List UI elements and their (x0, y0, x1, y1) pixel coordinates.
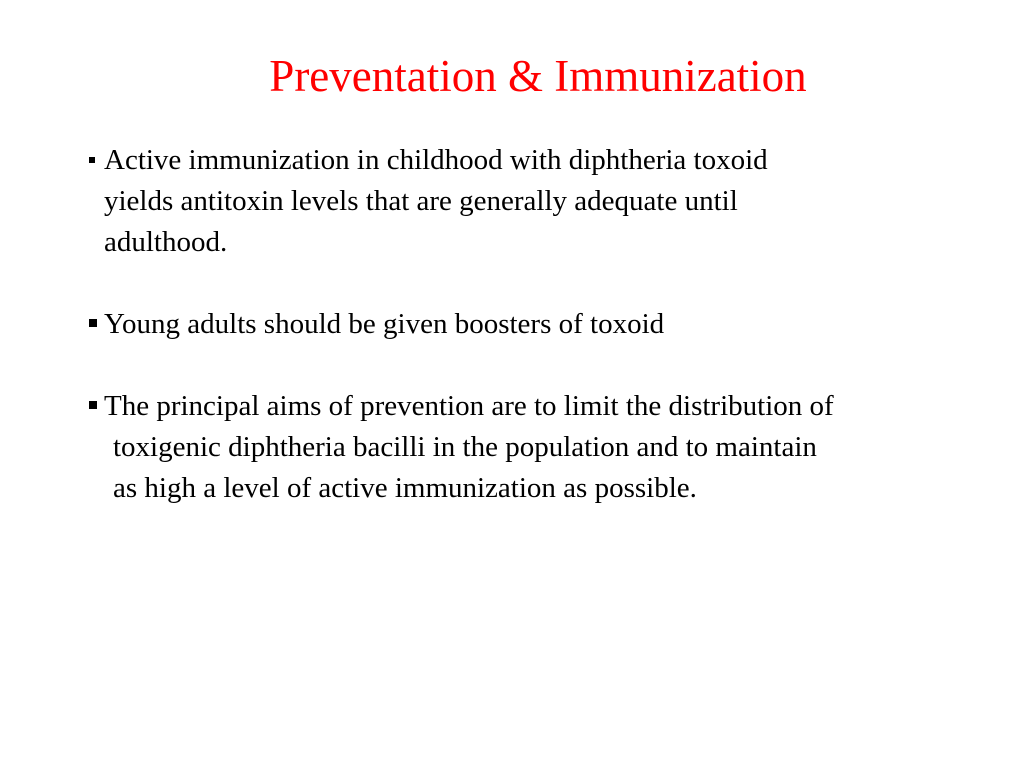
bullet-text-line: The principal aims of prevention are to limit the distribution of (104, 390, 834, 422)
slide-title: Preventation & Immunization (269, 51, 807, 101)
square-bullet-icon (89, 401, 97, 409)
bullet-text-line: toxigenic diphtheria bacilli in the population and to maintain (113, 431, 817, 463)
bullet-text-line: Young adults should be given boosters of toxoid (104, 308, 665, 340)
bullet-item (104, 386, 984, 509)
square-bullet-icon (89, 319, 97, 327)
bullet-item (104, 304, 904, 345)
bullet-text-line: yields antitoxin levels that are generally adequate until (104, 185, 738, 217)
bullet-item (104, 140, 904, 263)
bullet-text-line: as high a level of active immunization as possible. (113, 472, 697, 504)
bullet-text-line: Active immunization in childhood with diphtheria toxoid (104, 144, 768, 176)
bullet-text-line: adulthood. (104, 226, 228, 258)
square-bullet-icon (89, 157, 95, 163)
